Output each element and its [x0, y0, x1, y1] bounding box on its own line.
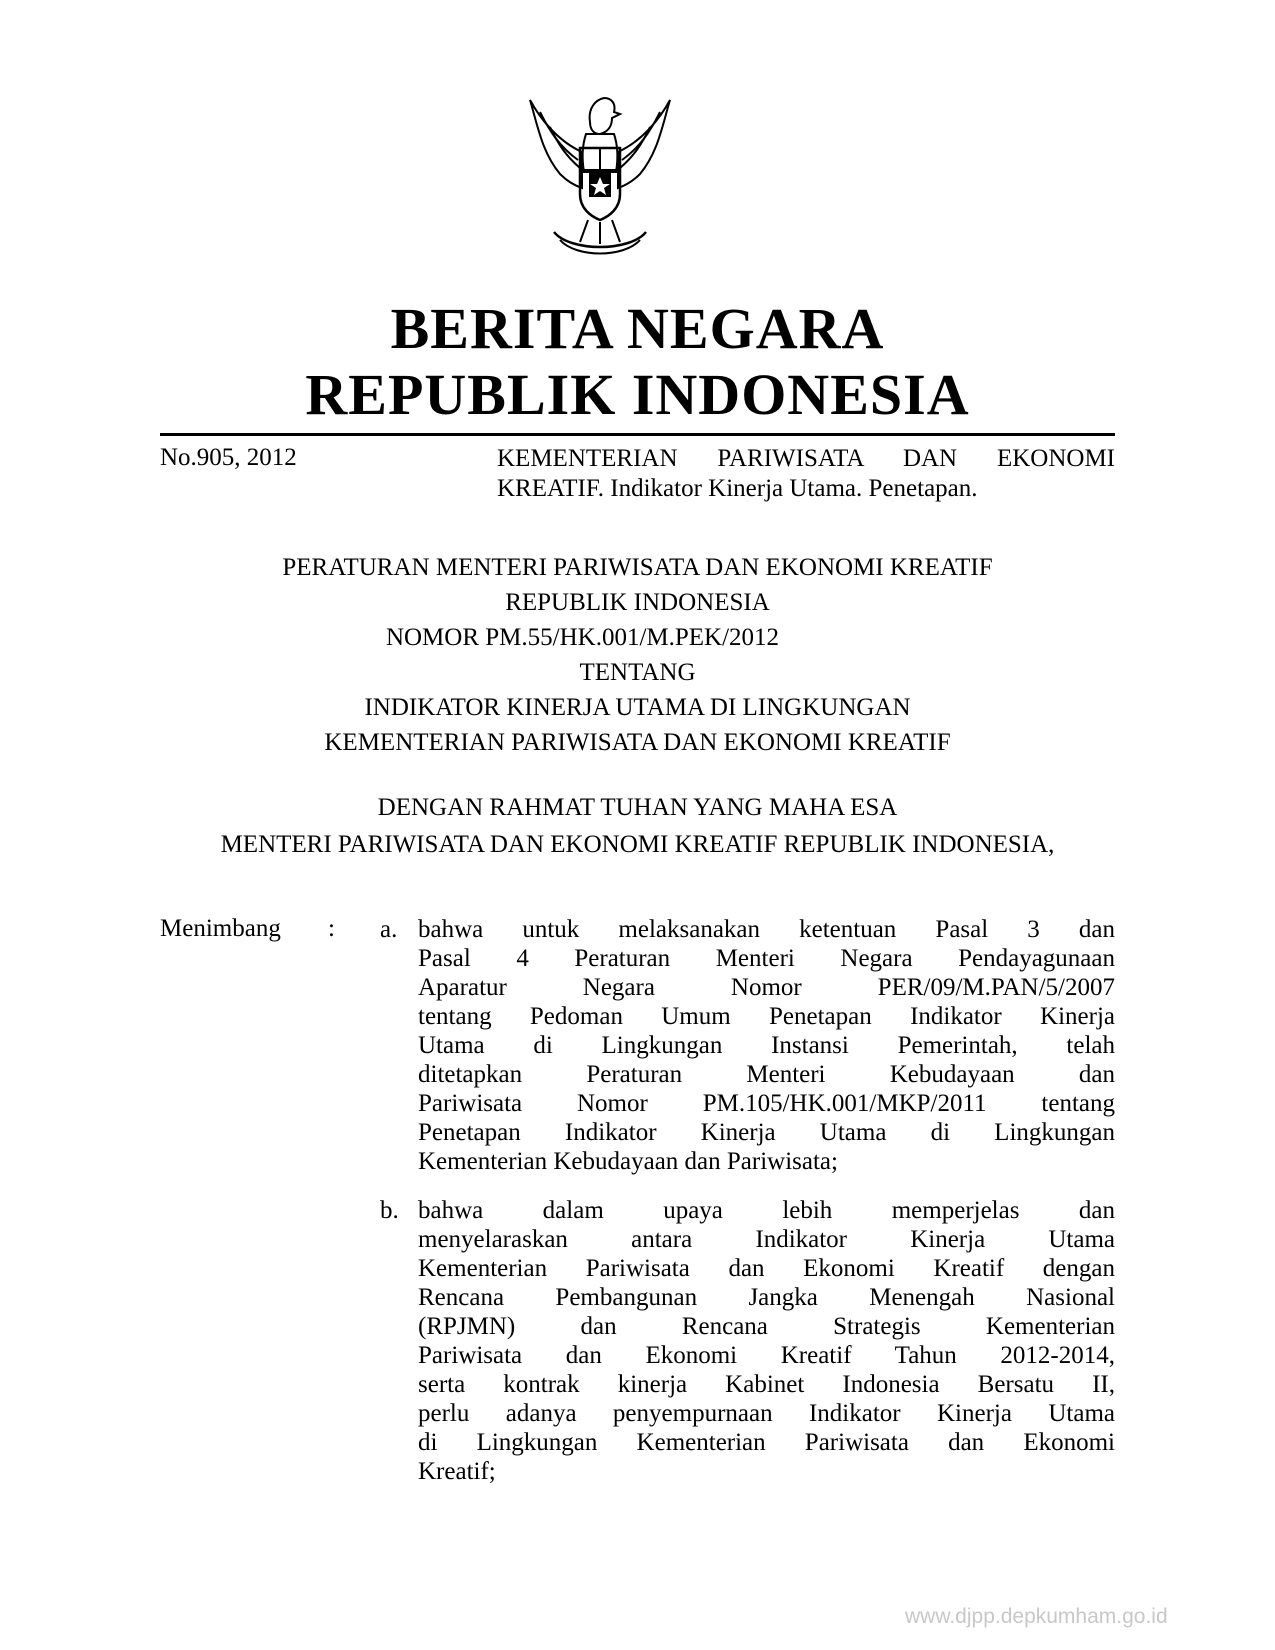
minister-line: MENTERI PARIWISATA DAN EKONOMI KREATIF REPUBLIK INDONESIA,	[220, 831, 1055, 858]
clause-line: bahwa dalam upaya lebih memperjelas dan	[418, 1197, 1115, 1224]
clause-line: Kementerian Pariwisata dan Ekonomi Kreatif dengan	[418, 1255, 1115, 1282]
regulation-tentang: TENTANG	[579, 659, 696, 686]
clause-text	[418, 915, 1115, 1176]
clause-line: Aparatur Negara Nomor PER/09/M.PAN/5/2007	[418, 974, 1115, 1001]
issue-subject-line2: KREATIF. Indikator Kinerja Utama. Penetapan.	[497, 475, 978, 502]
regulation-subject-line1: INDIKATOR KINERJA UTAMA DI LINGKUNGAN	[364, 694, 911, 721]
clause-line: Pariwisata dan Ekonomi Kreatif Tahun 2012-2014,	[418, 1342, 1115, 1369]
gazette-title-line1: BERITA NEGARA	[390, 296, 885, 361]
clause-line: Pariwisata Nomor PM.105/HK.001/MKP/2011 tentang	[418, 1090, 1115, 1117]
clause-line: perlu adanya penyempurnaan Indikator Kinerja Utama	[418, 1400, 1115, 1427]
header-divider	[160, 433, 1115, 436]
clause-line: Pasal 4 Peraturan Menteri Negara Pendayagunaan	[418, 945, 1115, 972]
rahmat-line: DENGAN RAHMAT TUHAN YANG MAHA ESA	[377, 794, 898, 821]
clause-line: Rencana Pembangunan Jangka Menengah Nasional	[418, 1284, 1115, 1311]
garuda-emblem-icon	[520, 82, 680, 267]
regulation-title-line1: PERATURAN MENTERI PARIWISATA DAN EKONOMI KREATIF	[282, 554, 993, 581]
clause-line: menyelaraskan antara Indikator Kinerja Utama	[418, 1226, 1115, 1253]
clause-line: Utama di Lingkungan Instansi Pemerintah, telah	[418, 1032, 1115, 1059]
issue-subject-line1: KEMENTERIAN PARIWISATA DAN EKONOMI	[497, 445, 1115, 472]
clause-line: Penetapan Indikator Kinerja Utama di Lingkungan	[418, 1119, 1115, 1146]
gazette-title-line2: REPUBLIK INDONESIA	[305, 362, 970, 427]
regulation-subject-line2: KEMENTERIAN PARIWISATA DAN EKONOMI KREATIF	[324, 729, 951, 756]
clause-line: tentang Pedoman Umum Penetapan Indikator Kinerja	[418, 1003, 1115, 1030]
issue-subject	[497, 444, 1115, 504]
clause-line: Kreatif;	[418, 1458, 496, 1485]
clause-line: serta kontrak kinerja Kabinet Indonesia Bersatu II,	[418, 1371, 1115, 1398]
issue-number: No.905, 2012	[160, 444, 297, 471]
regulation-title-line2: REPUBLIK INDONESIA	[505, 589, 770, 616]
clause-letter: a.	[380, 916, 398, 943]
clause-line: di Lingkungan Kementerian Pariwisata dan Ekonomi	[418, 1429, 1115, 1456]
watermark-url: www.djpp.depkumham.go.id	[905, 1605, 1168, 1628]
regulation-number: NOMOR PM.55/HK.001/M.PEK/2012	[385, 624, 780, 651]
considering-colon: :	[328, 915, 335, 942]
considering-label: Menimbang	[160, 915, 281, 942]
clause-text	[418, 1196, 1115, 1486]
clause-line: bahwa untuk melaksanakan ketentuan Pasal 3 dan	[418, 916, 1115, 943]
clause-letter: b.	[380, 1197, 399, 1224]
clause-line: ditetapkan Peraturan Menteri Kebudayaan dan	[418, 1061, 1115, 1088]
regulation-heading	[160, 550, 1115, 760]
clause-line: (RPJMN) dan Rencana Strategis Kementerian	[418, 1313, 1115, 1340]
clause-line: Kementerian Kebudayaan dan Pariwisata;	[418, 1148, 838, 1175]
